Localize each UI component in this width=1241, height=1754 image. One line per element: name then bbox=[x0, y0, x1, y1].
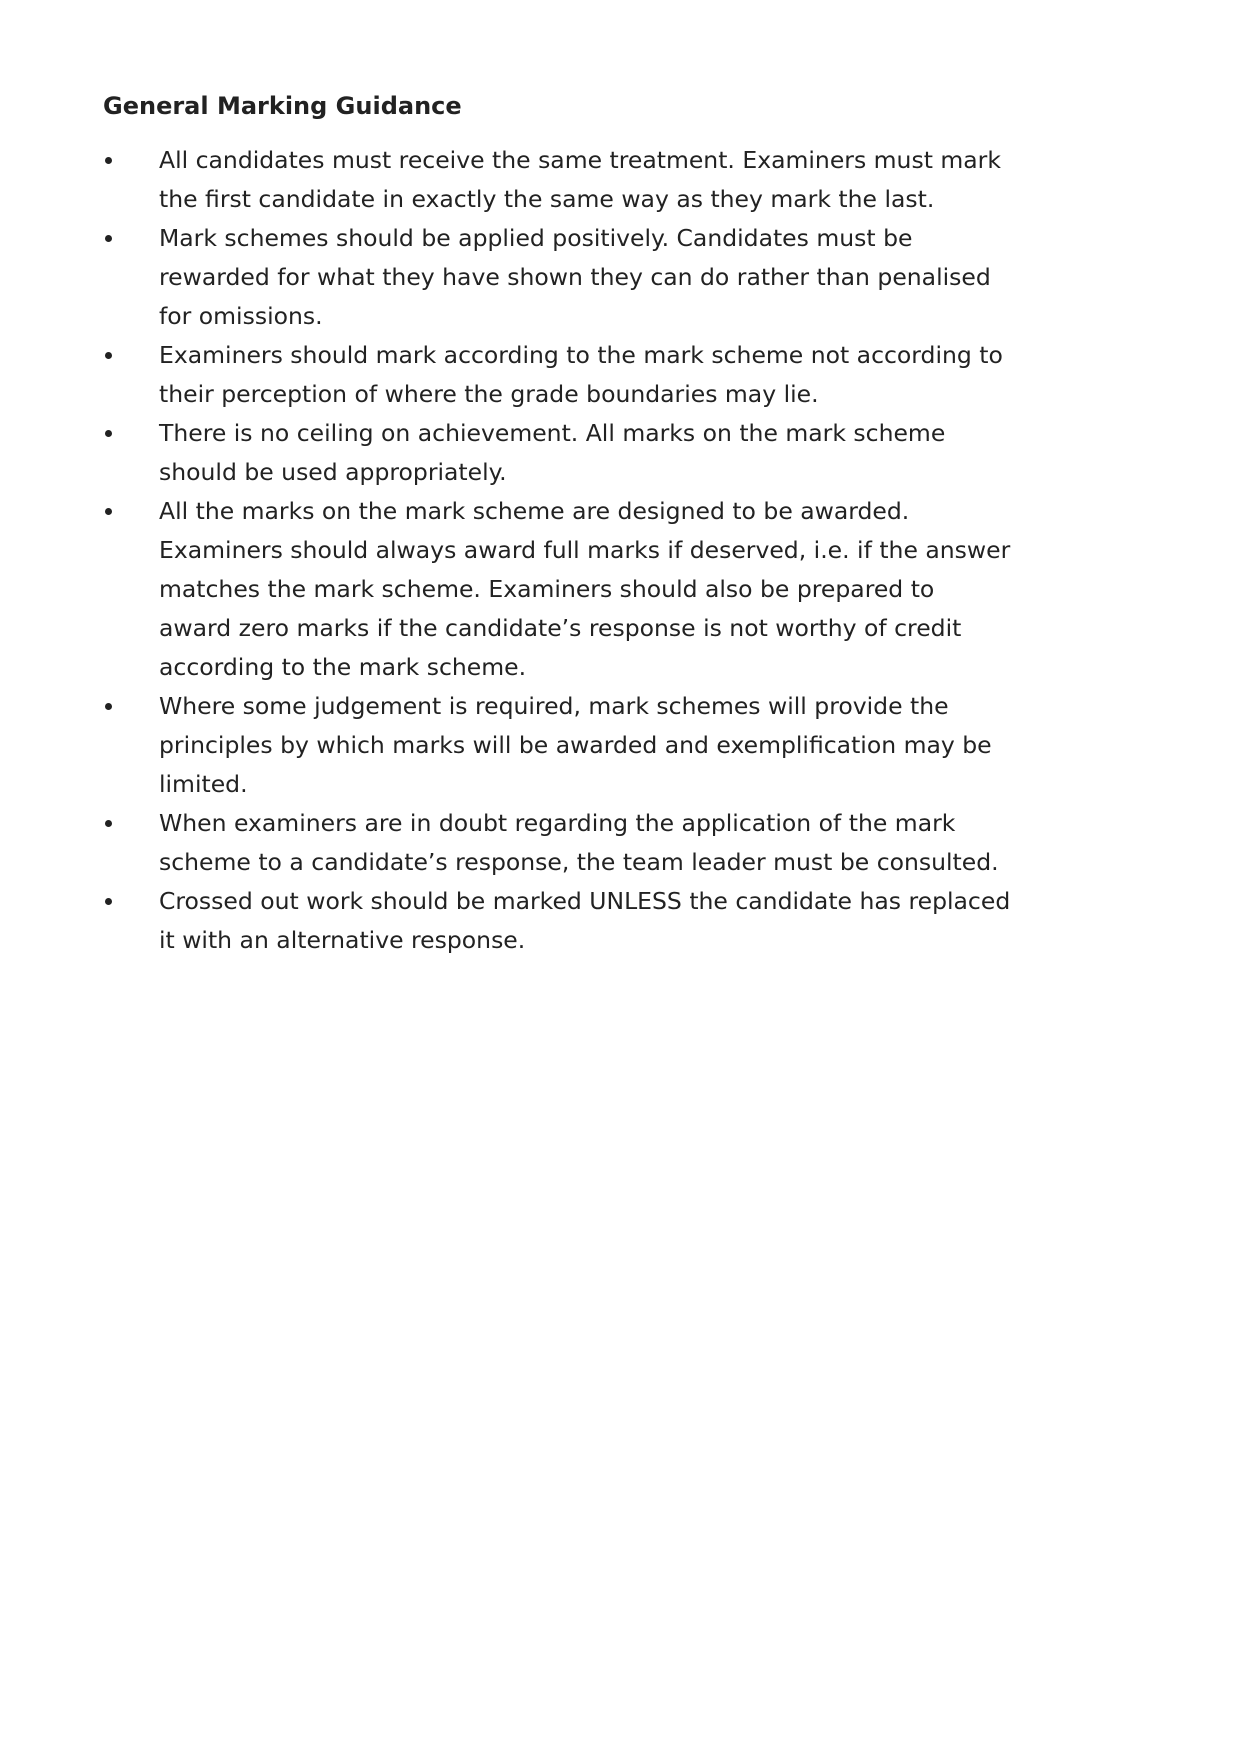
guidance-item-2 bbox=[103, 219, 1013, 336]
guidance-item-4 bbox=[103, 414, 1013, 492]
section-heading: General Marking Guidance bbox=[103, 92, 462, 120]
guidance-text-7: When examiners are in doubt regarding the application of the mark scheme to a candidate’s response, the team leader must be consulted. bbox=[159, 809, 999, 876]
guidance-text-1: All candidates must receive the same treatment. Examiners must mark the first candidate in exactly the same way as they mark the last. bbox=[159, 146, 1001, 213]
guidance-item-5 bbox=[103, 492, 1013, 687]
bullet-icon bbox=[103, 882, 121, 921]
bullet-icon bbox=[103, 804, 121, 843]
guidance-text-8: Crossed out work should be marked UNLESS the candidate has replaced it with an alternative response. bbox=[159, 887, 1011, 954]
guidance-item-8 bbox=[103, 882, 1013, 960]
guidance-list bbox=[103, 141, 1013, 960]
guidance-text-3: Examiners should mark according to the mark scheme not according to their perception of where the grade boundaries may lie. bbox=[159, 341, 1003, 408]
bullet-icon bbox=[103, 141, 121, 180]
guidance-item-6 bbox=[103, 687, 1013, 804]
bullet-icon bbox=[103, 414, 121, 453]
bullet-icon bbox=[103, 492, 121, 531]
guidance-text-5: All the marks on the mark scheme are designed to be awarded. Examiners should always award full marks if deserved, i.e. if the answer matches the mark scheme. Examiners should also be prepared to award zero marks if the candidate’s response is not worthy of credit according to the mark scheme. bbox=[159, 497, 1011, 681]
bullet-icon bbox=[103, 687, 121, 726]
guidance-item-3 bbox=[103, 336, 1013, 414]
bullet-icon bbox=[103, 219, 121, 258]
guidance-text-6: Where some judgement is required, mark schemes will provide the principles by which marks will be awarded and exemplification may be limited. bbox=[159, 692, 992, 798]
guidance-text-2: Mark schemes should be applied positively. Candidates must be rewarded for what they have shown they can do rather than penalised for omissions. bbox=[159, 224, 991, 330]
guidance-text-4: There is no ceiling on achievement. All marks on the mark scheme should be used appropriately. bbox=[159, 419, 946, 486]
bullet-icon bbox=[103, 336, 121, 375]
guidance-item-7 bbox=[103, 804, 1013, 882]
guidance-item-1 bbox=[103, 141, 1013, 219]
